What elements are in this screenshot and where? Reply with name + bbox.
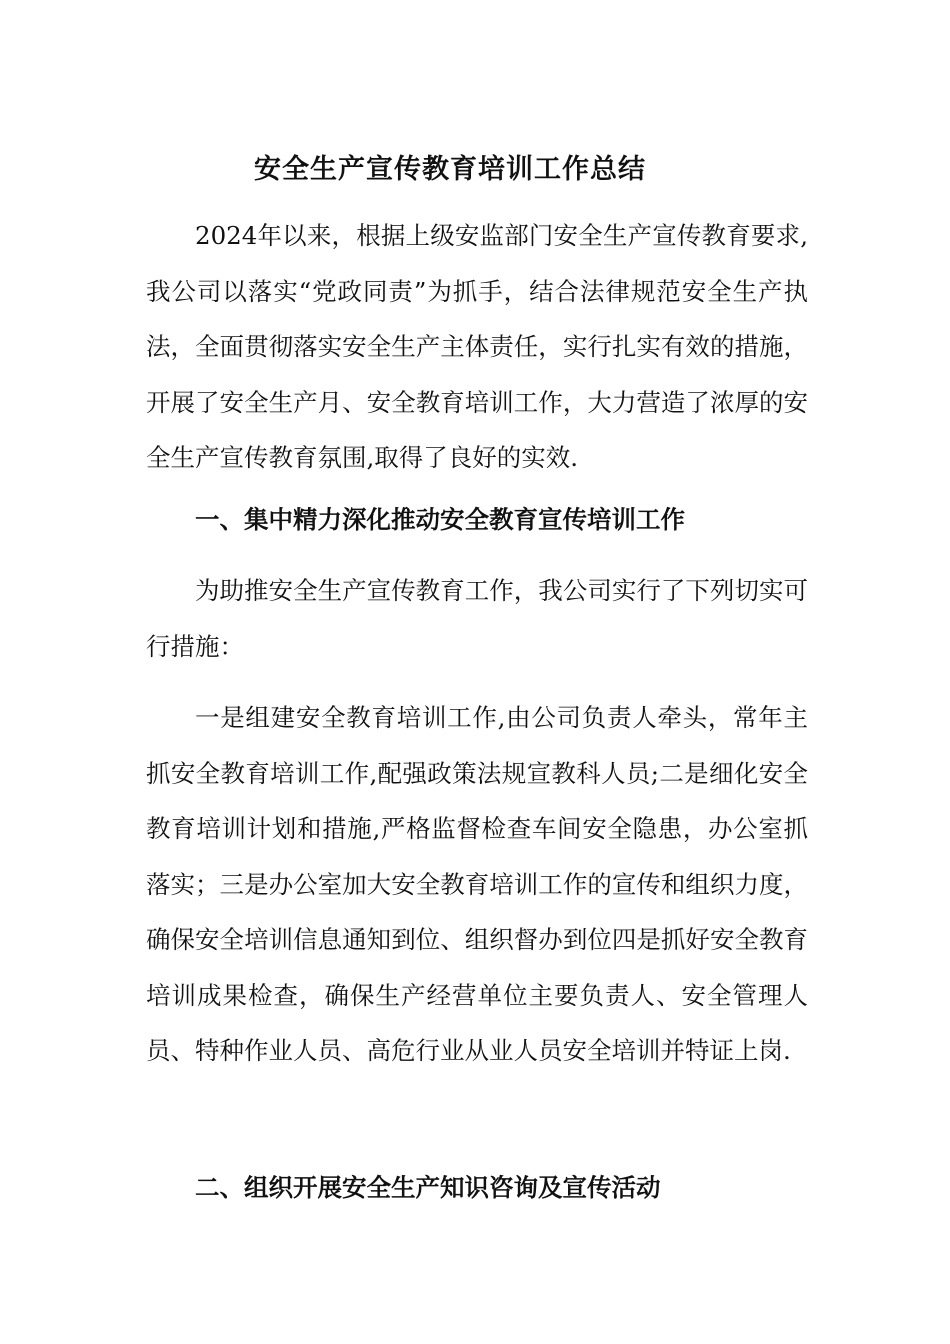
section-1-paragraph-2: 一是组建安全教育培训工作,由公司负责人牵头，常年主抓安全教育培训工作,配强政策法规宣教科人员;二是细化安全教育培训计划和措施,严格监督检查车间安全隐患，办公室抓落实；三是办公室加大安全教育培训工作的宣传和组织力度，确保安全培训信息通知到位、组织督办到位四是抓好安全教育培训成果检查，确保生产经营单位主要负责人、安全管理人员、特种作业人员、高危行业从业人员安全培训并特证上岗. (146, 703, 808, 1065)
section-1-heading: 一、集中精力深化推动安全教育宣传培训工作 (195, 505, 685, 534)
intro-paragraph: 2024年以来，根据上级安监部门安全生产宣传教育要求,我公司以落实“党政同责”为抓手，结合法律规范安全生产执法，全面贯彻落实安全生产主体责任，实行扎实有效的措施，开展了安全生产月、安全教育培训工作，大力营造了浓厚的安全生产宣传教育氛围,取得了良好的实效. (146, 221, 808, 472)
section-2-heading: 二、组织开展安全生产知识咨询及宣传活动 (195, 1173, 661, 1202)
section-1-paragraph-1: 为助推安全生产宣传教育工作，我公司实行了下列切实可行措施： (146, 576, 808, 661)
document-title: 安全生产宣传教育培训工作总结 (254, 154, 646, 186)
